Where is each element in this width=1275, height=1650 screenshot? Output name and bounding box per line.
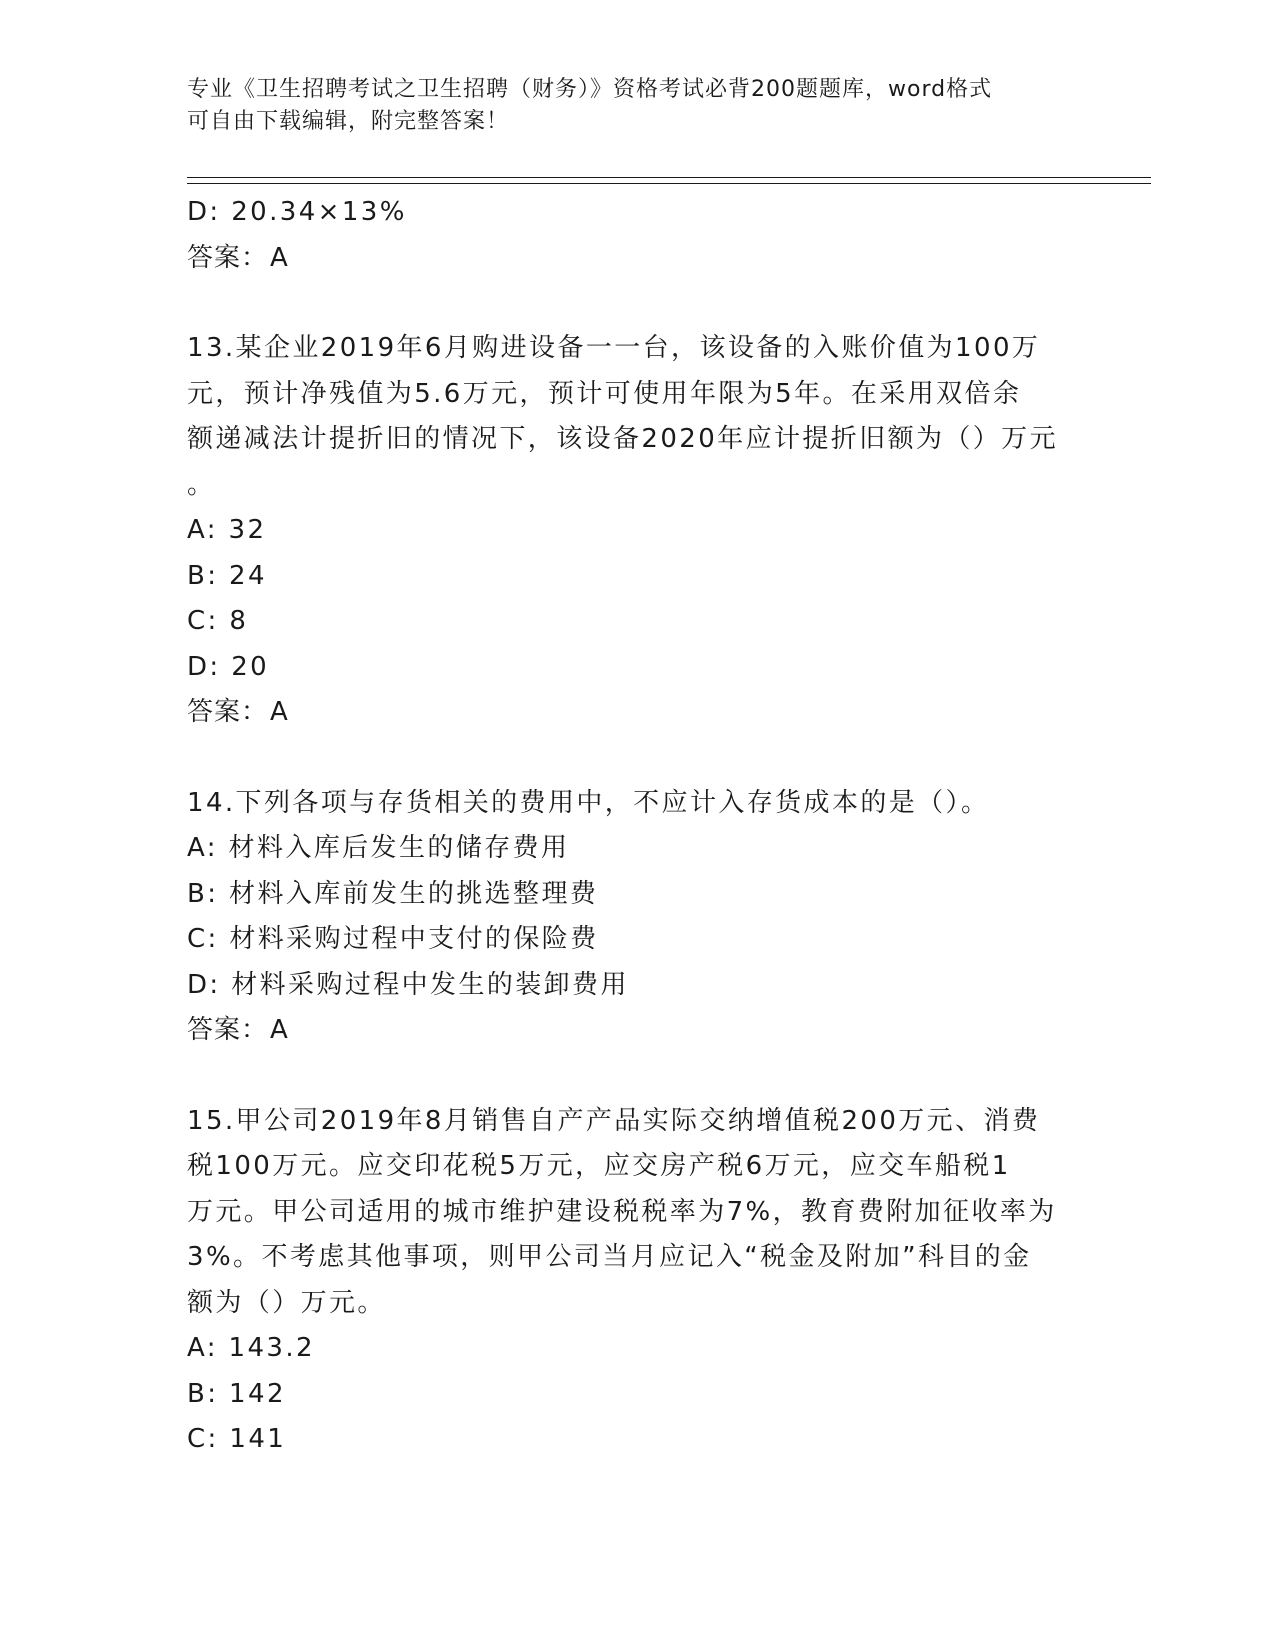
answer-value: A xyxy=(270,1015,289,1045)
question-text-line: 14.下列各项与存货相关的费用中，不应计入存货成本的是（）。 xyxy=(187,787,990,818)
question-text-line: 。 xyxy=(187,469,216,500)
answer-label: 答案： xyxy=(187,697,269,727)
document-body xyxy=(187,190,1087,1463)
question-text-line: 3%。不考虑其他事项，则甲公司当月应记入“税金及附加”科目的金 xyxy=(187,1242,1032,1272)
spacer xyxy=(187,1054,1087,1099)
answer-line xyxy=(187,236,1087,282)
option-a: A: 32 xyxy=(187,515,267,545)
question-text-line: 万元。甲公司适用的城市维护建设税税率为7%，教育费附加征收率为 xyxy=(187,1196,1057,1227)
question-15 xyxy=(187,1099,1087,1463)
answer-value: A xyxy=(270,697,289,727)
option-a: A: 143.2 xyxy=(187,1333,315,1363)
answer-line xyxy=(187,690,1087,736)
previous-question-tail xyxy=(187,190,1087,281)
answer-label: 答案： xyxy=(187,242,269,273)
document-header xyxy=(187,74,1087,138)
option-a: A: 材料入库后发生的储存费用 xyxy=(187,833,570,863)
header-line-2: 可自由下载编辑，附完整答案！ xyxy=(187,109,510,134)
question-13 xyxy=(187,326,1087,736)
header-line-1: 专业《卫生招聘考试之卫生招聘（财务）》资格考试必背200题题库，word格式 xyxy=(187,77,993,102)
question-text-line: 13.某企业2019年6月购进设备一一台，该设备的入账价值为100万 xyxy=(187,333,1041,363)
question-text-line: 税100万元。应交印花税5万元，应交房产税6万元，应交车船税1 xyxy=(187,1151,1011,1181)
option-c: C: 材料采购过程中支付的保险费 xyxy=(187,924,599,954)
question-text-line: 15.甲公司2019年8月销售自产产品实际交纳增值税200万元、消费 xyxy=(187,1105,1041,1136)
header-rule-top xyxy=(187,177,1151,178)
question-text-line: 元，预计净残值为5.6万元，预计可使用年限为5年。在采用双倍余 xyxy=(187,378,1022,409)
option-b: B: 142 xyxy=(187,1378,286,1409)
option-b: B: 24 xyxy=(187,560,267,591)
option-d: D: 20.34×13% xyxy=(187,197,407,227)
question-text-line: 额为（）万元。 xyxy=(187,1287,386,1318)
option-d: D: 材料采购过程中发生的装卸费用 xyxy=(187,969,629,1000)
answer-value: A xyxy=(270,242,289,273)
option-d: D: 20 xyxy=(187,651,270,682)
spacer xyxy=(187,281,1087,326)
answer-label: 答案： xyxy=(187,1015,269,1045)
header-rule-bottom xyxy=(187,183,1151,184)
question-text-line: 额递减法计提折旧的情况下，该设备2020年应计提折旧额为（）万元 xyxy=(187,424,1058,454)
spacer xyxy=(187,736,1087,781)
option-c: C: 8 xyxy=(187,606,249,636)
option-c: C: 141 xyxy=(187,1424,287,1454)
answer-line xyxy=(187,1008,1087,1054)
option-b: B: 材料入库前发生的挑选整理费 xyxy=(187,878,599,909)
question-14 xyxy=(187,781,1087,1054)
